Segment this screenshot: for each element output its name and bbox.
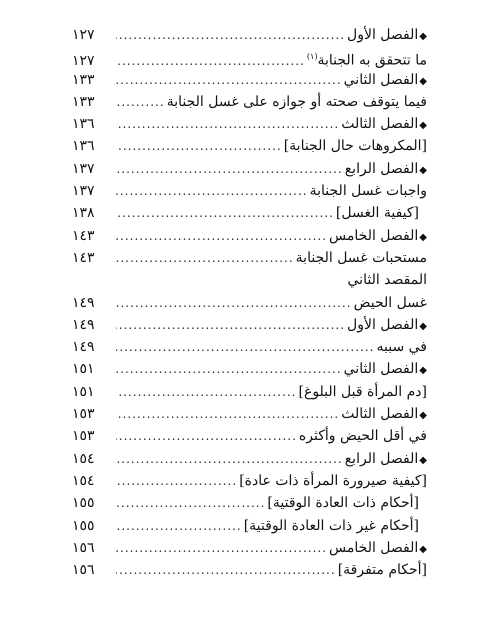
dot-leader — [116, 91, 167, 113]
toc-page-number: ١٣٣ — [72, 71, 95, 88]
toc-entry-text: [أحكام متفرقة] — [337, 562, 427, 579]
toc-entry-text: [أحكام غير ذات العادة الوقتية] — [243, 517, 419, 534]
toc-entry-text: المقصد الثاني — [347, 272, 427, 289]
toc-entry-text: [كيفية الغسل] — [335, 205, 419, 222]
toc-entry-title — [348, 269, 427, 291]
toc-entry-row — [72, 46, 427, 68]
toc-entry-title — [344, 358, 427, 382]
toc-page-number: ١٤٣ — [72, 227, 95, 244]
toc-page-number: ١٥٦ — [72, 539, 95, 556]
toc-entry-title — [329, 537, 427, 561]
dot-leader — [116, 314, 347, 336]
toc-page-number: ١٥٣ — [72, 406, 95, 423]
toc-entry-text: الفصل الرابع — [344, 450, 419, 467]
toc-entry-text: [المكروهات حال الجنابة] — [283, 138, 427, 155]
dot-leader — [116, 470, 239, 492]
toc-entry-title — [354, 292, 427, 314]
toc-page-number: ١٣٣ — [72, 93, 95, 110]
dot-leader — [116, 492, 267, 514]
dot-leader — [116, 381, 299, 403]
toc-entry-title — [338, 559, 427, 581]
toc-chapter-row — [72, 448, 427, 470]
dot-leader — [116, 24, 347, 46]
toc-chapter-row — [72, 158, 427, 180]
toc-page-number: ١٣٦ — [72, 138, 95, 155]
dot-leader — [116, 202, 336, 224]
toc-entry-text: ما تتحقق به الجنابة — [317, 52, 427, 69]
toc-page-number: ١٥٦ — [72, 562, 95, 579]
toc-entry-title — [267, 492, 419, 514]
toc-entry-text: في سببه — [376, 339, 427, 356]
toc-entry-text: الفصل الثالث — [341, 406, 419, 423]
toc-page-number: ١٤٣ — [72, 249, 95, 266]
toc-entry-row — [72, 202, 427, 224]
toc-entry-title — [299, 381, 428, 403]
toc-page-number: ١٣٨ — [72, 205, 95, 222]
toc-entry-text: الفصل الرابع — [344, 160, 419, 177]
toc-entry-title — [244, 515, 419, 537]
toc-entry-text: الفصل الخامس — [329, 227, 419, 244]
toc-entry-title — [239, 470, 427, 492]
toc-page-number: ١٥١ — [72, 361, 95, 378]
toc-entry-text: في أقل الحيض وأكثره — [298, 428, 427, 445]
toc-page-number: ١٢٧ — [72, 52, 95, 69]
toc-entry-title — [347, 314, 427, 338]
toc-entry-title — [377, 336, 428, 358]
toc-entry-title — [345, 158, 427, 182]
dot-leader — [116, 403, 341, 425]
toc-page-number: ١٣٧ — [72, 183, 95, 200]
dot-leader — [116, 113, 341, 135]
toc-entry-title — [341, 113, 427, 137]
toc-entry-row — [72, 425, 427, 447]
toc-page-number: ١٥١ — [72, 383, 95, 400]
toc-entry-text: مستحبات غسل الجنابة — [295, 249, 427, 266]
toc-page-number: ١٥٣ — [72, 428, 95, 445]
toc-entry-text: [دم المرأة قبل البلوغ] — [298, 383, 427, 400]
toc-entry-row — [72, 91, 427, 113]
toc-entry-title — [167, 91, 427, 113]
toc-entry-row — [72, 381, 427, 403]
toc-chapter-row — [72, 69, 427, 91]
toc-entry-title — [347, 24, 427, 48]
dot-leader — [116, 448, 345, 470]
toc-entry-row — [72, 559, 427, 581]
toc-entry-text: واجبات غسل الجنابة — [309, 183, 427, 200]
toc-chapter-row — [72, 537, 427, 559]
dot-leader — [116, 358, 344, 380]
toc-chapter-row — [72, 225, 427, 247]
dot-leader — [116, 247, 296, 269]
dot-leader — [116, 292, 354, 314]
toc-entry-text: غسل الحيض — [353, 294, 427, 311]
toc-page-number: ١٤٩ — [72, 339, 95, 356]
toc-entry-text: الفصل الثاني — [343, 361, 419, 378]
toc-entry-row — [72, 336, 427, 358]
footnote-marker: (١) — [306, 52, 318, 62]
toc-page-number: ١٥٥ — [72, 495, 95, 512]
toc-chapter-row — [72, 403, 427, 425]
table-of-contents — [72, 24, 427, 581]
dot-leader — [116, 158, 345, 180]
toc-entry-title — [341, 403, 427, 427]
toc-entry-title — [345, 448, 427, 472]
toc-entry-text: الفصل الثاني — [343, 71, 419, 88]
toc-entry-text: [كيفية صيرورة المرأة ذات عادة] — [239, 472, 427, 489]
toc-entry-row — [72, 135, 427, 157]
toc-page-number: ١٥٥ — [72, 517, 95, 534]
toc-chapter-row — [72, 113, 427, 135]
toc-entry-text: الفصل الثالث — [341, 116, 419, 133]
toc-entry-title — [296, 247, 427, 269]
dot-leader — [116, 425, 299, 447]
toc-entry-text: الفصل الأول — [347, 27, 419, 43]
toc-entry-row — [72, 515, 427, 537]
toc-entry-title — [336, 202, 419, 224]
dot-leader — [116, 69, 344, 91]
dot-leader — [116, 559, 338, 581]
toc-entry-title — [284, 135, 427, 157]
toc-entry-text: فيما يتوقف صحته أو جوازه على غسل الجنابة — [166, 93, 427, 110]
toc-entry-row — [72, 180, 427, 202]
toc-entry-title — [344, 69, 427, 93]
toc-page-number: ١٢٧ — [72, 27, 95, 43]
dot-leader — [116, 336, 377, 358]
toc-entry-row — [72, 247, 427, 269]
toc-chapter-row — [72, 24, 427, 46]
toc-entry-text: الفصل الأول — [347, 316, 419, 333]
toc-entry-title — [329, 225, 427, 249]
toc-page-number: ١٣٧ — [72, 160, 95, 177]
toc-entry-title — [310, 180, 427, 202]
toc-page-number: ١٤٩ — [72, 316, 95, 333]
toc-chapter-row — [72, 358, 427, 380]
toc-entry-text: [أحكام ذات العادة الوقتية] — [267, 495, 419, 512]
toc-entry-title — [299, 425, 427, 447]
toc-entry-row — [72, 492, 427, 514]
dot-leader — [116, 135, 284, 157]
dot-leader — [116, 180, 310, 202]
toc-page-number: ١٤٩ — [72, 294, 95, 311]
toc-entry-row — [72, 470, 427, 492]
toc-page-number: ١٥٤ — [72, 472, 95, 489]
toc-entry-row — [72, 292, 427, 314]
toc-section-heading — [72, 269, 427, 291]
toc-page-number: ١٣٦ — [72, 116, 95, 133]
toc-page-number: ١٥٤ — [72, 450, 95, 467]
toc-chapter-row — [72, 314, 427, 336]
dot-leader — [116, 537, 329, 559]
dot-leader — [116, 225, 329, 247]
toc-entry-text: الفصل الخامس — [329, 539, 419, 556]
dot-leader — [116, 515, 244, 537]
